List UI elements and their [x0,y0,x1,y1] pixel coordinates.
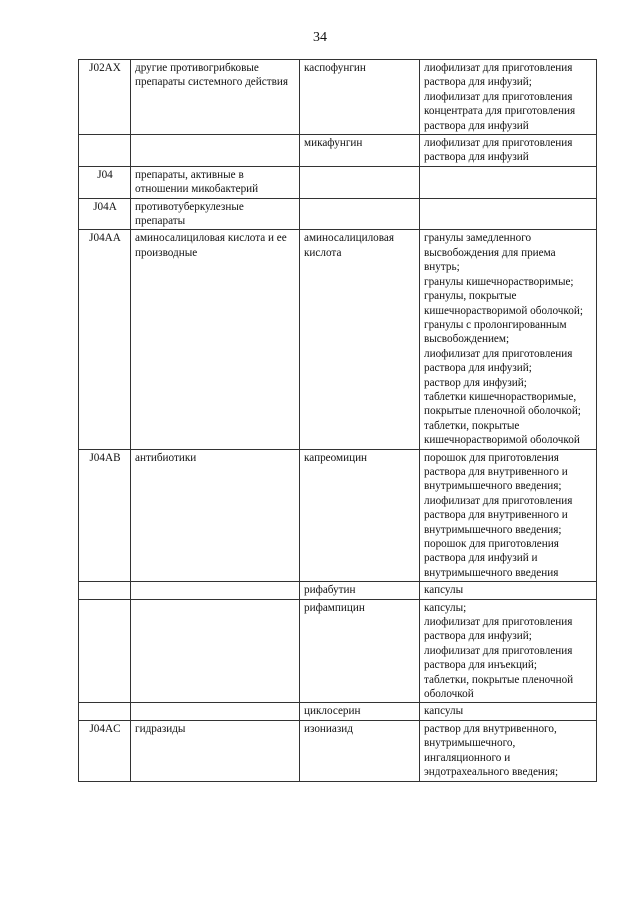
table-row [79,703,597,720]
atc-code-cell [79,135,131,167]
table-row [79,449,597,582]
drug-cell: циклосерин [300,703,420,720]
dosage-forms-cell: капсулы [420,582,597,599]
group-cell [131,135,300,167]
atc-code-cell [79,703,131,720]
drug-cell: рифампицин [300,599,420,703]
group-cell: препараты, активные в отношении микобактерий [131,166,300,198]
group-cell: аминосалициловая кислота и ее производные [131,230,300,449]
drug-cell [300,198,420,230]
atc-code-cell [79,582,131,599]
dosage-forms-cell: капсулы; лиофилизат для приготовления раствора для инфузий; лиофилизат для приготовления раствора для инъекций; таблетки, покрытые пленочной оболочкой [420,599,597,703]
dosage-forms-cell: капсулы [420,703,597,720]
drug-cell [300,166,420,198]
dosage-forms-cell: лиофилизат для приготовления раствора для инфузий [420,135,597,167]
atc-code-cell: J04A [79,198,131,230]
dosage-forms-cell [420,166,597,198]
drug-cell: изониазид [300,720,420,781]
group-cell: противотуберкулезные препараты [131,198,300,230]
dosage-forms-cell: порошок для приготовления раствора для внутривенного и внутримышечного введения; лиофилизат для приготовления раствора для внутривенного и внутримышечного введения; порошок для приготовления раствора для инфузий и внутримышечного введения [420,449,597,582]
group-cell [131,703,300,720]
table-row [79,166,597,198]
group-cell [131,599,300,703]
group-cell: другие противогрибковые препараты системного действия [131,60,300,135]
table-row [79,60,597,135]
drug-cell: аминосалициловая кислота [300,230,420,449]
dosage-forms-cell: гранулы замедленного высвобождения для приема внутрь; гранулы кишечнорастворимые; гранулы, покрытые кишечнорастворимой оболочкой; гранулы с пролонгированным высвобождением; лиофилизат для приготовления раствора для инфузий; раствор для инфузий; таблетки кишечнорастворимые, покрытые пленочной оболочкой; таблетки, покрытые кишечнорастворимой оболочкой [420,230,597,449]
dosage-forms-cell [420,198,597,230]
atc-code-cell: J04AB [79,449,131,582]
group-cell: антибиотики [131,449,300,582]
table-row [79,198,597,230]
dosage-forms-cell: раствор для внутривенного, внутримышечного, ингаляционного и эндотрахеального введения; [420,720,597,781]
drug-cell: каспофунгин [300,60,420,135]
group-cell [131,582,300,599]
atc-code-cell: J04AC [79,720,131,781]
dosage-forms-cell: лиофилизат для приготовления раствора для инфузий; лиофилизат для приготовления концентрата для приготовления раствора для инфузий [420,60,597,135]
page-number: 34 [313,30,327,45]
atc-code-cell: J04 [79,166,131,198]
group-cell: гидразиды [131,720,300,781]
atc-code-cell [79,599,131,703]
drug-cell: рифабутин [300,582,420,599]
drug-cell: капреомицин [300,449,420,582]
medication-table [78,59,597,782]
table-row [79,582,597,599]
table-row [79,599,597,703]
table-row [79,135,597,167]
atc-code-cell: J04AA [79,230,131,449]
table-row [79,720,597,781]
table-row [79,230,597,449]
drug-cell: микафунгин [300,135,420,167]
atc-code-cell: J02AX [79,60,131,135]
